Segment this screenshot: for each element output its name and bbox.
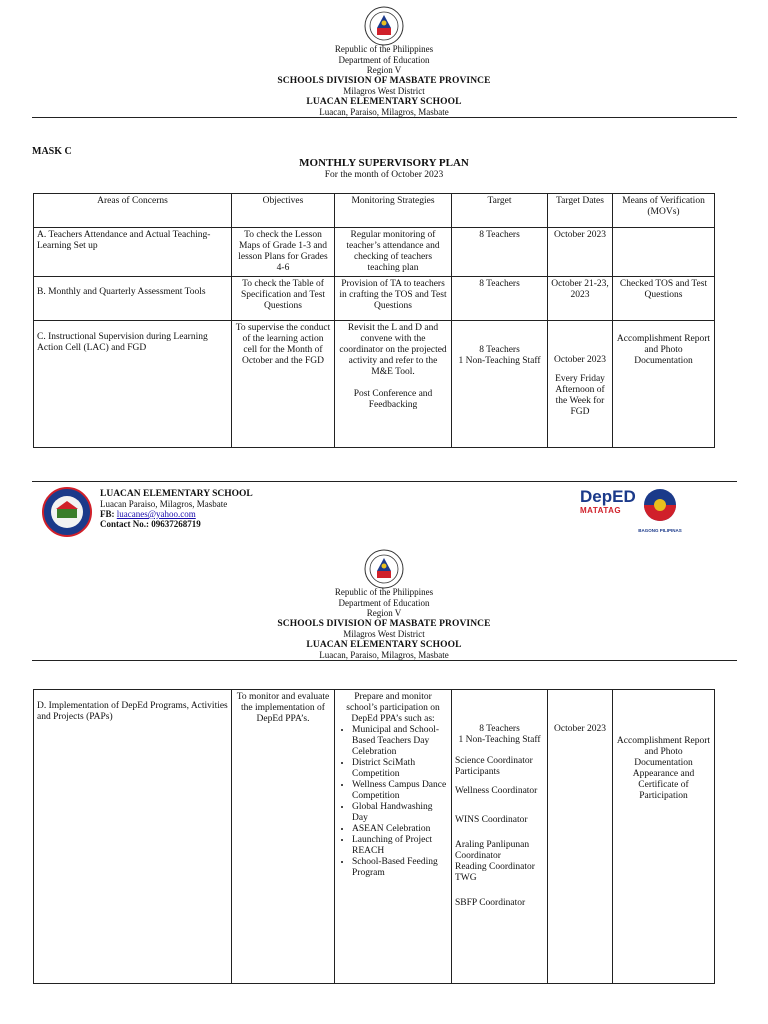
header-block-2 bbox=[0, 587, 768, 661]
list-item: • District SciMath Competition bbox=[352, 758, 448, 780]
target-text: SBFP Coordinator bbox=[455, 898, 526, 908]
target-cell: 8 Teachers bbox=[452, 277, 548, 321]
header-block bbox=[0, 44, 768, 118]
header-region: Region V bbox=[366, 608, 402, 618]
deped-seal-icon bbox=[364, 6, 404, 46]
area-cell: C. Instructional Supervision during Learning Action Cell (LAC) and FGD bbox=[34, 321, 232, 448]
date-cell: October 21-23, 2023 bbox=[548, 277, 613, 321]
mov-cell: Checked TOS and Test Questions bbox=[613, 277, 715, 321]
date-cell bbox=[548, 321, 613, 448]
ppa-list bbox=[338, 725, 448, 879]
strategy-cell bbox=[335, 690, 452, 984]
footer-address: Luacan Paraiso, Milagros, Masbate bbox=[100, 499, 228, 509]
date-cell: October 2023 bbox=[548, 690, 613, 984]
area-cell: A. Teachers Attendance and Actual Teaching-Learning Set up bbox=[34, 228, 232, 277]
mov-cell bbox=[613, 228, 715, 277]
target-text: Wellness Coordinator bbox=[455, 786, 538, 796]
deped-logo-text: DepED bbox=[580, 487, 636, 506]
bagong-pilipinas-icon bbox=[640, 487, 680, 523]
target-text: Science Coordinator Participants bbox=[455, 756, 533, 777]
target-text-2: 1 Non-Teaching Staff bbox=[458, 356, 541, 366]
objective-cell: To supervise the conduct of the learning action cell for the Month of October and the FGD bbox=[232, 321, 335, 448]
school-contact-info bbox=[100, 489, 253, 529]
fb-link[interactable]: luacanes@yahoo.com bbox=[116, 509, 196, 519]
date-text-2: Every Friday Afternoon of the Week for FGD bbox=[555, 374, 605, 417]
target-text: TWG bbox=[455, 873, 477, 883]
footer-school-name: LUACAN ELEMENTARY SCHOOL bbox=[100, 489, 253, 499]
date-cell: October 2023 bbox=[548, 228, 613, 277]
target-text: 1 Non-Teaching Staff bbox=[458, 735, 541, 745]
school-logo-icon bbox=[42, 487, 92, 537]
list-item: • School-Based Feeding Program bbox=[352, 857, 448, 879]
area-cell: D. Implementation of DepEd Programs, Activities and Projects (PAPs) bbox=[34, 690, 232, 984]
target-text: 8 Teachers bbox=[479, 724, 520, 734]
contact-number: Contact No.: 09637268719 bbox=[100, 519, 201, 529]
mov-cell: Accomplishment Report and Photo Documentation Appearance and Certificate of Participation bbox=[613, 690, 715, 984]
footer-divider bbox=[32, 481, 737, 482]
objective-cell: To check the Lesson Maps of Grade 1-3 and lesson Plans for Grades 4-6 bbox=[232, 228, 335, 277]
target-text: Reading Coordinator bbox=[455, 862, 535, 872]
strategy-text-2: Post Conference and Feedbacking bbox=[353, 389, 433, 410]
mask-label: MASK C bbox=[32, 146, 72, 157]
header-school: LUACAN ELEMENTARY SCHOOL bbox=[306, 639, 462, 650]
target-text: Araling Panlipunan Coordinator bbox=[455, 840, 530, 861]
mov-cell: Accomplishment Report and Photo Documentation bbox=[613, 321, 715, 448]
header-district: Milagros West District bbox=[343, 86, 425, 96]
header-division: SCHOOLS DIVISION OF MASBATE PROVINCE bbox=[277, 618, 491, 629]
table-header-row bbox=[34, 194, 715, 228]
table-row bbox=[34, 321, 715, 448]
header-department: Department of Education bbox=[338, 597, 430, 608]
strategy-text: Revisit the L and D and convene with the coordinator on the projected activity and refer to the M&E Tool. bbox=[339, 323, 447, 377]
target-cell bbox=[452, 321, 548, 448]
doc-subtitle: For the month of October 2023 bbox=[324, 170, 444, 180]
header-address: Luacan, Paraiso, Milagros, Masbate bbox=[319, 107, 449, 117]
objective-cell: To monitor and evaluate the implementation of DepEd PPA’s. bbox=[232, 690, 335, 984]
col-movs: Means of Verification (MOVs) bbox=[613, 194, 715, 228]
table-row bbox=[34, 277, 715, 321]
supervisory-plan-table-2 bbox=[33, 689, 715, 984]
header-divider-2 bbox=[32, 660, 737, 661]
objective-cell: To check the Table of Specification and Test Questions bbox=[232, 277, 335, 321]
supervisory-plan-table bbox=[33, 193, 715, 448]
deped-seal-icon-2 bbox=[364, 549, 404, 589]
header-district: Milagros West District bbox=[343, 629, 425, 639]
target-cell: 8 Teachers bbox=[452, 228, 548, 277]
col-areas: Areas of Concerns bbox=[34, 194, 232, 228]
bagong-text: BAGONG PILIPINAS bbox=[638, 528, 682, 533]
strategy-intro: Prepare and monitor school’s participation on DepEd PPA’s such as: bbox=[346, 692, 440, 724]
area-cell: B. Monthly and Quarterly Assessment Tools bbox=[34, 277, 232, 321]
strategy-cell bbox=[335, 321, 452, 448]
date-text: October 2023 bbox=[554, 355, 606, 365]
col-target: Target bbox=[452, 194, 548, 228]
header-address: Luacan, Paraiso, Milagros, Masbate bbox=[319, 650, 449, 660]
strategy-cell: Provision of TA to teachers in crafting the TOS and Test Questions bbox=[335, 277, 452, 321]
deped-matatag-logo bbox=[580, 488, 636, 515]
doc-title: MONTHLY SUPERVISORY PLAN bbox=[299, 157, 469, 169]
table-row bbox=[34, 228, 715, 277]
header-republic: Republic of the Philippines bbox=[334, 44, 434, 54]
target-cell bbox=[452, 690, 548, 984]
header-republic: Republic of the Philippines bbox=[334, 587, 434, 597]
col-objectives: Objectives bbox=[232, 194, 335, 228]
fb-label: FB: bbox=[100, 509, 115, 519]
matatag-text: MATATAG bbox=[580, 506, 622, 515]
header-department: Department of Education bbox=[338, 54, 430, 65]
col-dates: Target Dates bbox=[548, 194, 613, 228]
col-strategies: Monitoring Strategies bbox=[335, 194, 452, 228]
table-row bbox=[34, 690, 715, 984]
list-item: • Municipal and School-Based Teachers Day Celebration bbox=[352, 725, 448, 758]
header-division: SCHOOLS DIVISION OF MASBATE PROVINCE bbox=[277, 75, 491, 86]
strategy-cell: Regular monitoring of teacher’s attendance and checking of teachers teaching plan bbox=[335, 228, 452, 277]
list-item: • ASEAN Celebration bbox=[352, 824, 448, 835]
header-school: LUACAN ELEMENTARY SCHOOL bbox=[306, 96, 462, 107]
list-item: • Wellness Campus Dance Competition bbox=[352, 780, 448, 802]
bagong-pilipinas-logo bbox=[636, 487, 684, 533]
list-item: • Launching of Project REACH bbox=[352, 835, 448, 857]
list-item: • Global Handwashing Day bbox=[352, 802, 448, 824]
header-divider bbox=[32, 117, 737, 118]
header-region: Region V bbox=[366, 65, 402, 75]
target-text: WINS Coordinator bbox=[455, 815, 528, 825]
target-text: 8 Teachers bbox=[479, 345, 520, 355]
